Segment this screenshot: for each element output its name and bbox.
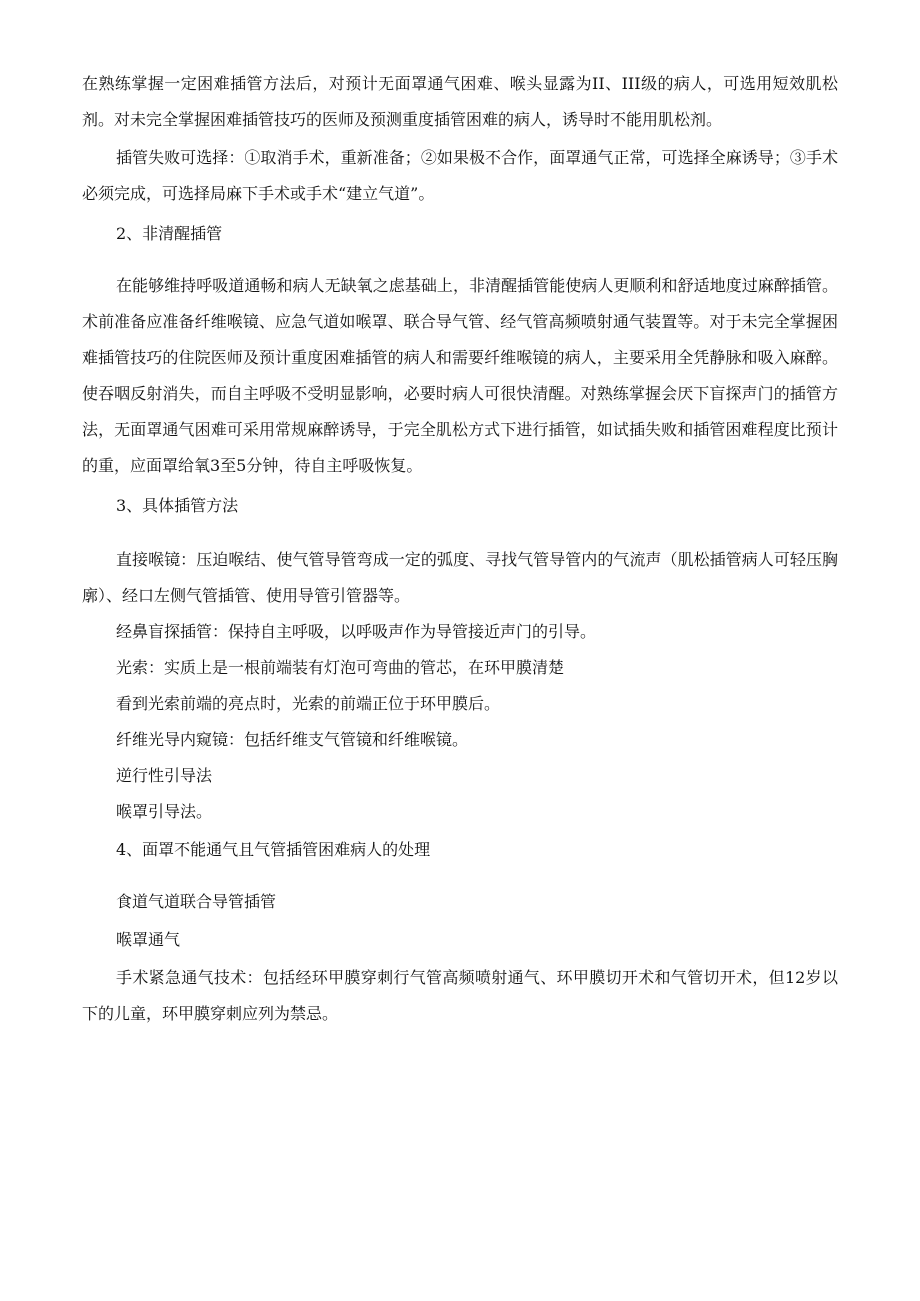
paragraph-emergency-ventilation: 手术紧急通气技术：包括经环甲膜穿刺行气管高频喷射通气、环甲膜切开术和气管切开术，但12岁以下的儿童，环甲膜穿刺应列为禁忌。 (82, 968, 838, 1023)
paragraph-intubation-failure: 插管失败可选择：①取消手术，重新准备；②如果极不合作，面罩通气正常，可选择全麻诱导；③手术必须完成，可选择局麻下手术或手术“建立气道”。 (82, 148, 838, 203)
line-retrograde-guidance: 逆行性引导法 (116, 766, 213, 785)
line-fiberoptic-scope: 纤维光导内窥镜：包括纤维支气管镜和纤维喉镜。 (116, 730, 469, 749)
paragraph-direct-laryngoscope: 直接喉镜：压迫喉结、使气管导管弯成一定的弧度、寻找气管导管内的气流声（肌松插管病人可轻压胸廓）、经口左侧气管插管、使用导管引管器等。 (82, 550, 838, 605)
line-lma-guidance: 喉罩引导法。 (116, 802, 213, 821)
heading-specific-methods: 3、具体插管方法 (116, 496, 239, 515)
paragraph-muscle-relaxant: 在熟练掌握一定困难插管方法后，对预计无面罩通气困难、喉头显露为II、III级的病人，可选用短效肌松剂。对未完全掌握困难插管技巧的医师及预测重度插管困难的病人，诱导时不能用肌松剂。 (82, 74, 838, 129)
line-blind-nasal-intubation: 经鼻盲探插管：保持自主呼吸，以呼吸声作为导管接近声门的引导。 (116, 622, 597, 641)
line-combitube: 食道气道联合导管插管 (116, 892, 277, 911)
paragraph-non-awake-intubation: 在能够维持呼吸道通畅和病人无缺氧之虑基础上，非清醒插管能使病人更顺利和舒适地度过麻醉插管。术前准备应准备纤维喉镜、应急气道如喉罩、联合导气管、经气管高频喷射通气装置等。对于未完全掌握困难插管技巧的住院医师及预计重度困难插管的病人和需要纤维喉镜的病人，主要采用全凭静脉和吸入麻醉。使吞咽反射消失，而自主呼吸不受明显影响，必要时病人可很快清醒。对熟练掌握会厌下盲探声门的插管方法，无面罩通气困难可采用常规麻醉诱导，于完全肌松方式下进行插管，如试插失败和插管困难程度比预计的重，应面罩给氧3至5分钟，待自主呼吸恢复。 (82, 276, 838, 475)
line-lightwand-2: 看到光索前端的亮点时，光索的前端正位于环甲膜后。 (116, 694, 501, 713)
line-lma-ventilation: 喉罩通气 (116, 930, 181, 949)
heading-cannot-ventilate: 4、面罩不能通气且气管插管困难病人的处理 (116, 840, 431, 859)
heading-non-awake-intubation: 2、非清醒插管 (116, 224, 223, 243)
line-lightwand-1: 光索：实质上是一根前端装有灯泡可弯曲的管芯，在环甲膜清楚 (116, 658, 565, 677)
